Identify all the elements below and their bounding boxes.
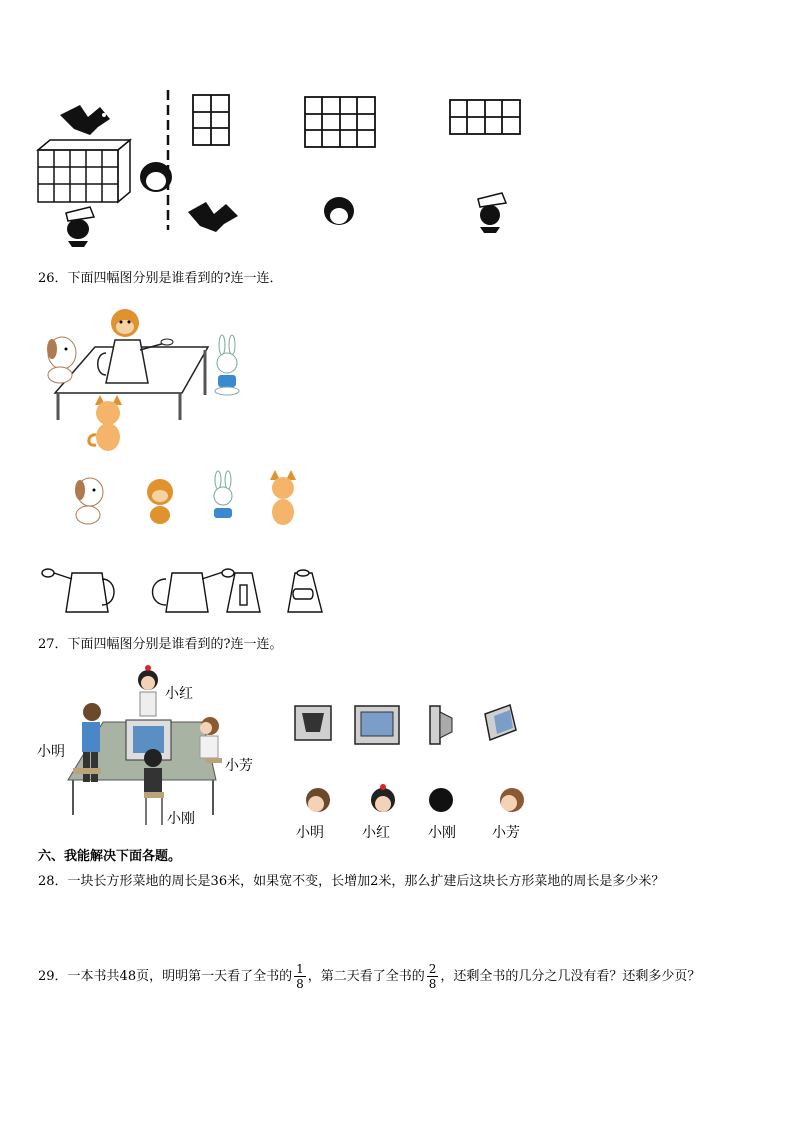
computer-view-side[interactable] [430,706,452,744]
dog-option-icon[interactable] [75,478,103,524]
can-view-1[interactable] [42,569,114,612]
q26-table-scene [40,305,260,455]
q26-views [40,565,340,620]
q29-frac1-den: 8 [296,977,304,991]
q26-animals [70,470,310,530]
xiaogang-face-icon [429,788,453,812]
q29-frac1-num: 1 [296,962,304,976]
cube-stack [38,140,130,202]
monkey-icon [111,309,139,337]
boy-hat-icon-bottom [478,193,506,233]
q26-animal-row [70,470,310,530]
computer-view-back[interactable] [295,706,331,740]
xiaofang-figure [200,717,222,763]
q29-fraction-2 [427,962,439,991]
q27-classroom-scene [38,660,268,830]
label-xiaogang: 小刚 [167,811,195,827]
q27-text: 27．下面四幅图分别是谁看到的?连一连。 [38,637,283,652]
q28-text: 28．一块长方形菜地的周长是36米，如果宽不变，长增加2米，那么扩建后这块长方形菜地的周长是多少米？ [38,874,665,889]
section6-title: 六、我能解决下面各题。 [38,849,182,864]
label-xiaofang: 小芳 [225,758,253,774]
q29-part3: ，还剩全书的几分之几没有看？还剩多少页？ [440,969,701,984]
xiaoming-face-icon [306,788,330,812]
q25-figure [30,85,530,250]
can-view-3[interactable] [227,573,260,612]
q26-views-row [40,565,340,620]
q26-scene [40,305,260,455]
bottom-label-1: 小明 [296,825,324,841]
xiaohong-face-icon [371,784,395,812]
q29-fraction-1 [294,962,306,991]
xiaofang-face-icon [500,788,524,812]
xiaoming-figure [73,703,101,782]
dog-icon [47,337,76,383]
girl-face-icon-bottom [324,197,354,225]
boy-hat-icon [66,207,94,247]
view-grid-2 [305,97,375,147]
q29-frac2-den: 8 [428,977,437,991]
rabbit-option-icon[interactable] [214,471,232,518]
q27-faces [300,782,540,822]
view-grid-1 [193,95,229,145]
cat-icon [89,395,122,451]
q27-views [290,700,530,750]
q27-face-row [300,782,540,822]
xiaogang-figure [144,749,164,825]
computer-view-front[interactable] [355,706,399,744]
rabbit-icon [215,335,239,395]
q25-drawing [30,85,530,250]
q29-part1: 29．一本书共48页，明明第一天看了全书的 [38,969,293,984]
computer-view-angle[interactable] [485,705,516,740]
can-view-4[interactable] [288,570,322,612]
can-view-2[interactable] [153,569,235,612]
q27-computer-views [290,700,530,750]
q29-part2: ，第二天看了全书的 [307,969,425,984]
view-grid-3 [450,100,520,134]
bottom-label-3: 小刚 [428,825,456,841]
cat-option-icon[interactable] [270,470,296,525]
q29-frac2-num: 2 [428,962,437,976]
bottom-label-2: 小红 [362,825,390,841]
label-xiaohong: 小红 [165,686,193,702]
q27-scene [38,660,268,830]
label-xiaoming: 小明 [37,744,65,760]
monkey-option-icon[interactable] [147,479,173,524]
bottom-label-4: 小芳 [492,825,520,841]
q29-text [38,962,700,991]
xiaohong-figure [138,665,158,716]
bird-icon-bottom [188,202,238,232]
q26-text: 26．下面四幅图分别是谁看到的?连一连． [38,271,283,286]
bird-icon [60,105,110,135]
